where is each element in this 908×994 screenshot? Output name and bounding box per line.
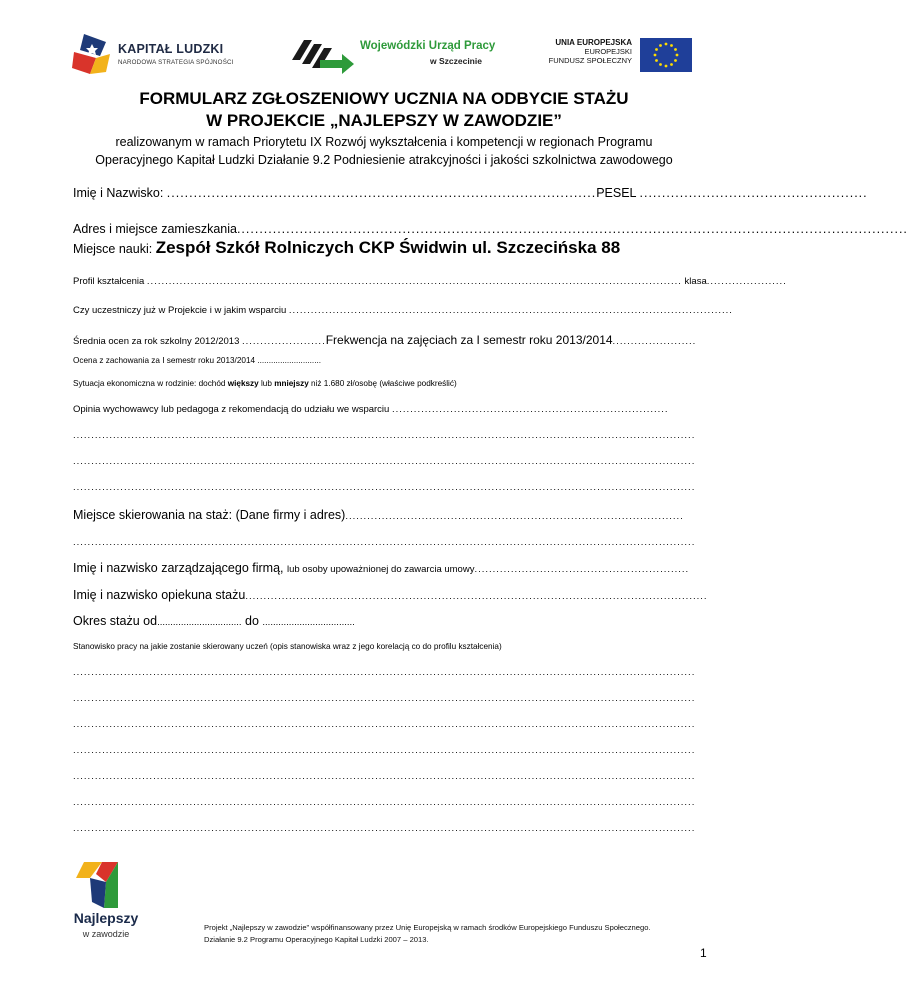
ue-line1: UNIA EUROPEJSKA [555, 38, 632, 47]
kapital-ludzki-title: KAPITAŁ LUDZKI [118, 42, 224, 56]
ue-line2: EUROPEJSKI [584, 47, 632, 56]
address-row [73, 222, 908, 236]
period-row [73, 614, 713, 628]
footer-text-line2: Działanie 9.2 Programu Operacyjnego Kapitał Ludzki 2007 – 2013. [204, 935, 429, 944]
tutor-label: Imię i nazwisko opiekuna stażu [73, 588, 246, 602]
kapital-ludzki-logo [70, 30, 245, 80]
profile-row [73, 276, 787, 287]
opinion-field-line4[interactable]: ........................................................................................................................................................................... [73, 482, 696, 493]
najlepszy-logo-title: Najlepszy [73, 910, 139, 926]
placement-label: Miejsce skierowania na staż: (Dane firmy i adres) [73, 508, 346, 522]
footer-text-line1: Projekt „Najlepszy w zawodzie” współfinansowany przez Unię Europejską w ramach środków Europejskiego Funduszu Społecznego. [204, 923, 651, 932]
pesel-field[interactable]: ................................................... [639, 186, 868, 200]
opinion-field-line2[interactable]: ........................................................................................................................................................................... [73, 430, 696, 441]
attendance-field[interactable]: ....................... [612, 336, 697, 347]
period-to-field[interactable]: ................................... [262, 617, 355, 628]
form-subtitle-line2: Operacyjnego Kapitał Ludzki Działanie 9.2 Podniesienie atrakcyjności i jakości szkolnictwa zawodowego [95, 153, 673, 167]
tutor-field[interactable]: ............................................................................................................................... [245, 591, 708, 602]
profile-label: Profil kształcenia [73, 276, 147, 287]
economic-option-bigger[interactable]: większy [227, 379, 259, 388]
wup-emblem-icon [290, 36, 356, 76]
wup-logo [290, 34, 505, 76]
number-one-icon [60, 858, 152, 912]
najlepszy-logo [60, 858, 160, 948]
opinion-field[interactable]: ............................................................................ [391, 404, 669, 415]
period-label: Okres stażu od [73, 614, 158, 628]
behavior-label: Ocena z zachowania za I semestr roku 2013/2014 [73, 356, 258, 365]
position-field-line5[interactable]: ........................................................................................................................................................................... [73, 771, 696, 782]
participation-field[interactable]: .......................................................................................................................... [288, 305, 733, 316]
position-field-line2[interactable]: ........................................................................................................................................................................... [73, 693, 696, 704]
period-to-label: do [241, 614, 263, 628]
behavior-field[interactable]: ............................ [257, 356, 322, 365]
grade-attendance-row [73, 333, 713, 347]
kapital-ludzki-emblem-icon [70, 32, 114, 76]
wup-title: Wojewódzki Urząd Pracy [360, 40, 496, 52]
opinion-field-line3[interactable]: ........................................................................................................................................................................... [73, 456, 696, 467]
position-field-line6[interactable]: ........................................................................................................................................................................... [73, 797, 696, 808]
placement-field[interactable]: ............................................................................................. [345, 511, 684, 522]
wup-subtitle: w Szczecinie [430, 56, 482, 66]
name-label: Imię i Nazwisko: [73, 186, 167, 200]
eu-flag-icon [640, 38, 692, 72]
position-field-line3[interactable]: ........................................................................................................................................................................... [73, 719, 696, 730]
economic-option-smaller[interactable]: mniejszy [274, 379, 309, 388]
najlepszy-logo-subtitle: w zawodzie [82, 929, 130, 939]
profile-field[interactable]: ................................................................................................................................................... [146, 276, 682, 287]
ue-text [548, 38, 632, 65]
class-label: klasa [681, 276, 707, 287]
manager-small-label: lub osoby upoważnionej do zawarcia umowy [286, 564, 475, 575]
economic-text3: niż 1.680 zł/osobę (właściwe podkreślić) [308, 379, 457, 388]
grade-label: Średnia ocen za rok szkolny 2012/2013 [73, 336, 242, 347]
page-number: 1 [700, 946, 707, 960]
address-field[interactable]: ...................................................................................................................................................... [236, 222, 908, 236]
name-pesel-row [73, 186, 868, 200]
position-field-line1[interactable]: ........................................................................................................................................................................... [73, 667, 696, 678]
tutor-row [73, 588, 713, 602]
opinion-row [73, 404, 713, 415]
opinion-label: Opinia wychowawcy lub pedagoga z rekomendacją do udziału we wsparciu [73, 404, 392, 415]
economic-text2: lub [258, 379, 275, 388]
school-label: Miejsce nauki: [73, 242, 156, 256]
name-field[interactable]: ................................................................................................ [166, 186, 597, 200]
attendance-label: Frekwencja na zajęciach za I semestr roku 2013/2014 [325, 333, 613, 347]
economic-text1: Sytuacja ekonomiczna w rodzinie: dochód [73, 379, 228, 388]
class-field[interactable]: ...................... [706, 276, 787, 287]
school-value: Zespół Szkół Rolniczych CKP Świdwin ul. Szczecińska 88 [155, 238, 621, 257]
form-subtitle-line1: realizowanym w ramach Priorytetu IX Rozwój wykształcenia i kompetencji w regionach Programu [115, 135, 653, 149]
participation-row [73, 305, 733, 316]
form-title-line2: W PROJEKCIE „NAJLEPSZY W ZAWODZIE” [206, 111, 562, 130]
manager-field[interactable]: ........................................................... [474, 564, 690, 575]
position-field-line4[interactable]: ........................................................................................................................................................................... [73, 745, 696, 756]
manager-row [73, 561, 713, 575]
position-field-line7[interactable]: ........................................................................................................................................................................... [73, 823, 696, 834]
manager-label: Imię i nazwisko zarządzającego firmą, [73, 561, 287, 575]
participation-label: Czy uczestniczy już w Projekcie i w jakim wsparciu [73, 305, 289, 316]
pesel-label: PESEL [596, 186, 640, 200]
economic-row [73, 379, 713, 388]
form-title-line1: FORMULARZ ZGŁOSZENIOWY UCZNIA NA ODBYCIE STAŻU [139, 89, 629, 108]
placement-row [73, 508, 713, 522]
placement-field-line2[interactable]: ........................................................................................................................................................................... [73, 537, 696, 548]
grade-field[interactable]: ....................... [242, 336, 326, 347]
kapital-ludzki-subtitle: NARODOWA STRATEGIA SPÓJNOŚCI [118, 59, 234, 66]
footer-text [204, 922, 704, 946]
address-label: Adres i miejsce zamieszkania [73, 222, 237, 236]
position-label: Stanowisko pracy na jakie zostanie skierowany uczeń (opis stanowiska wraz z jego korelacją co do profilu kształcenia) [73, 642, 502, 651]
behavior-row [73, 356, 713, 365]
ue-line3: FUNDUSZ SPOŁECZNY [548, 56, 632, 65]
period-from-field[interactable]: ................................ [157, 617, 242, 628]
school-row [73, 238, 713, 258]
